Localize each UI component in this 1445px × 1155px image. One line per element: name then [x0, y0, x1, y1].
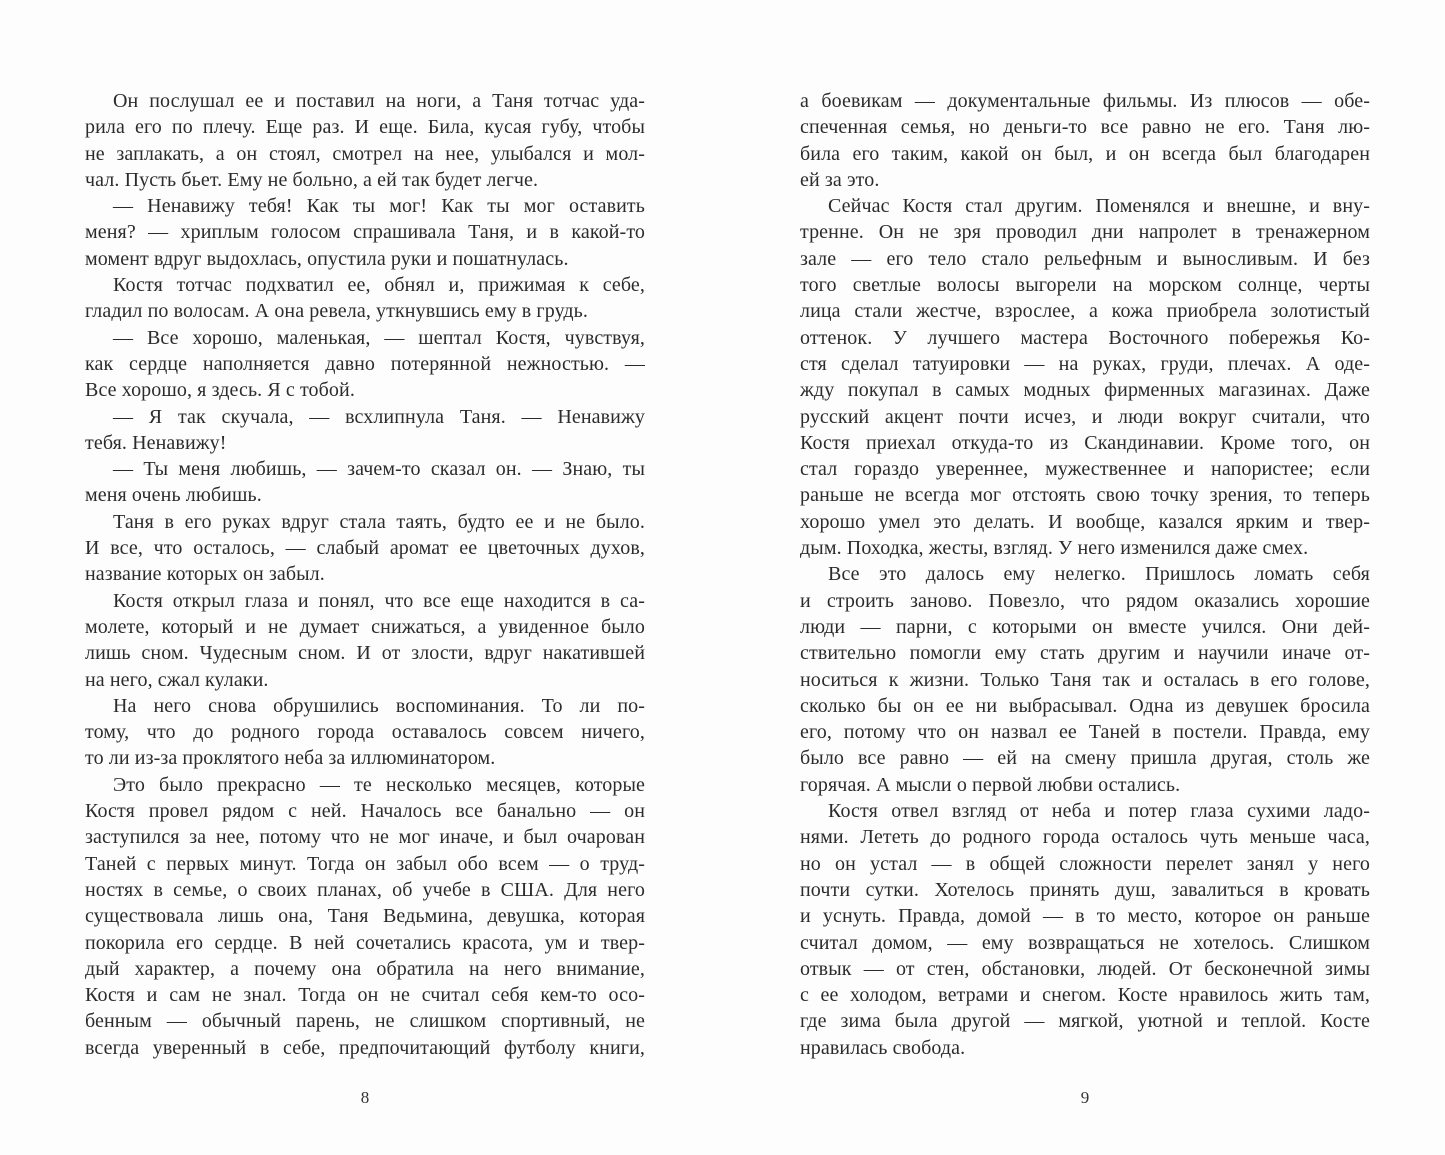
paragraph [85, 88, 645, 193]
text-line: где зима была другой — мягкой, уютной и теплой. Косте [800, 1010, 1370, 1033]
text-line: стал гораздо увереннее, мужественнее и напористее; если [800, 458, 1370, 481]
paragraph [85, 272, 645, 325]
text-line: считал домом, — ему возвращаться не хотелось. Слишком [800, 931, 1370, 954]
text-line: чал. Пусть бьет. Ему не больно, а ей так будет легче. [85, 168, 539, 191]
text-line: Все хорошо, я здесь. Я с тобой. [85, 379, 355, 402]
paragraph [800, 193, 1370, 561]
text-line: люди — парни, с которыми он вместе учился. Они дей- [800, 615, 1370, 638]
text-line: Костя тотчас подхватил ее, обнял и, прижимая к себе, [113, 274, 645, 297]
paragraph [85, 193, 645, 272]
text-line: отвык — от стен, обстановки, людей. От бесконечной зимы [800, 957, 1370, 980]
paragraph [800, 88, 1370, 193]
text-line: момент вдруг выдохлась, опустила руки и пошатнулась. [85, 247, 569, 270]
text-line: то ли из-за проклятого неба за иллюминатором. [85, 747, 496, 770]
paragraph [85, 404, 645, 457]
paragraph [800, 798, 1370, 1061]
text-line: рила его по плечу. Еще раз. И еще. Била, кусая губу, чтобы [85, 116, 645, 139]
text-line: тренне. Он не зря проводил дни напролет в тренажерном [800, 221, 1370, 244]
text-line: ей за это. [800, 168, 880, 191]
text-line: Сейчас Костя стал другим. Поменялся и внешне, и вну- [828, 195, 1370, 218]
text-line: Все это далось ему нелегко. Пришлось ломать себя [828, 563, 1370, 586]
text-line: оттенок. У лучшего мастера Восточного побережья Ко- [800, 326, 1370, 349]
text-line: — Ненавижу тебя! Как ты мог! Как ты мог оставить [113, 195, 645, 218]
text-line: существовала лишь она, Таня Ведьмина, девушка, которая [85, 905, 645, 928]
text-line: но он устал — в общей сложности перелет занял у него [800, 852, 1370, 875]
text-line: русский акцент почти исчез, и люди вокруг считали, что [800, 405, 1370, 428]
text-line: раньше не всегда мог отстоять свою точку зрения, то теперь [800, 484, 1370, 507]
text-line: спеченная семья, но деньги-то все равно не его. Таня лю- [800, 116, 1370, 139]
text-line: почти сутки. Хотелось принять душ, завалиться в кровать [800, 878, 1370, 901]
paragraph [85, 588, 645, 693]
text-line: — Я так скучала, — всхлипнула Таня. — Ненавижу [113, 405, 645, 428]
text-line: того светлые волосы выгорели на морском солнце, черты [800, 274, 1370, 297]
text-line: стя сделал татуировки — на руках, груди, плечах. А оде- [800, 352, 1370, 375]
text-line: покорила его сердце. В ней сочетались красота, ум и твер- [85, 931, 645, 954]
text-line: Таня в его руках вдруг стала таять, будто ее и не было. [113, 510, 645, 533]
text-line: И все, что осталось, — слабый аромат ее цветочных духов, [85, 537, 645, 560]
text-line: — Ты меня любишь, — зачем-то сказал он. — Знаю, ты [113, 458, 645, 481]
text-line: Таней с первых минут. Тогда он забыл обо всем — о труд- [85, 852, 645, 875]
text-line: На него снова обрушились воспоминания. То ли по- [113, 694, 645, 717]
text-line: Он послушал ее и поставил на ноги, а Таня тотчас уда- [113, 90, 645, 112]
paragraph [85, 693, 645, 772]
text-line: как сердце наполняется давно потерянной нежностью. — [85, 352, 645, 375]
text-line: Это было прекрасно — те несколько месяцев, которые [113, 773, 645, 796]
text-line: было все равно — ей на смену пришла другая, столь же [800, 747, 1370, 770]
text-line: а боевикам — документальные фильмы. Из плюсов — обе- [800, 90, 1370, 112]
text-line: носиться к жизни. Только Таня так и осталась в его голове, [800, 668, 1370, 691]
text-line: и уснуть. Правда, домой — в то место, которое он раньше [800, 905, 1370, 928]
paragraph [800, 561, 1370, 798]
text-line: меня? — хриплым голосом спрашивала Таня, и в какой-то [85, 221, 645, 244]
text-line: хорошо умел это делать. И вообще, казался ярким и твер- [800, 510, 1370, 533]
paragraph [85, 325, 645, 404]
page-number-left: 8 [360, 1088, 370, 1107]
text-line: Костя приехал откуда-то из Скандинавии. Кроме того, он [800, 431, 1370, 454]
page-number-right: 9 [1080, 1088, 1090, 1107]
text-line: меня очень любишь. [85, 484, 262, 507]
text-line: лица стали жестче, взрослее, а кожа приобрела золотистый [800, 300, 1370, 323]
text-line: Костя открыл глаза и понял, что все еще находится в са- [113, 589, 645, 612]
paragraph [85, 509, 645, 588]
text-line: на него, сжал кулаки. [85, 668, 269, 691]
text-line: Костя отвел взгляд от неба и потер глаза сухими ладо- [828, 800, 1370, 823]
text-line: бенным — обычный парень, не слишком спортивный, не [85, 1010, 645, 1033]
text-line: молете, который и не думает снижаться, а увиденное было [85, 615, 645, 638]
text-line: ствительно помогли ему стать другим и научили иначе от- [800, 642, 1370, 665]
text-line: сколько бы он ее ни выбрасывал. Одна из девушек бросила [800, 694, 1370, 717]
text-line: дый характер, а почему она обратила на него внимание, [85, 957, 645, 980]
paragraph [85, 772, 645, 1061]
text-line: гладил по волосам. А она ревела, уткнувшись ему в грудь. [85, 300, 589, 323]
text-line: всегда уверенный в себе, предпочитающий футболу книги, [85, 1036, 645, 1059]
text-line: била его таким, какой он был, и он всегда был благодарен [800, 142, 1370, 165]
text-line: горячая. А мысли о первой любви остались. [800, 773, 1181, 796]
page-right-text [800, 88, 1370, 1061]
text-line: Костя и сам не знал. Тогда он не считал себя кем-то осо- [85, 984, 645, 1007]
paragraph [85, 456, 645, 509]
text-line: не заплакать, а он стоял, смотрел на нее, улыбался и мол- [85, 142, 645, 165]
text-line: с ее холодом, ветрами и снегом. Косте нравилось жить там, [800, 984, 1370, 1007]
text-line: его, потому что он назвал ее Таней в постели. Правда, ему [800, 721, 1370, 744]
text-line: дым. Походка, жесты, взгляд. У него изменился даже смех. [800, 537, 1309, 560]
text-line: нравилась свобода. [800, 1036, 966, 1059]
text-line: название которых он забыл. [85, 563, 325, 586]
text-line: тому, что до родного города оставалось совсем ничего, [85, 721, 645, 744]
text-line: Костя провел рядом с ней. Началось все банально — он [85, 800, 645, 823]
text-line: лишь сном. Чудесным сном. И от злости, вдруг накатившей [85, 642, 645, 665]
text-line: — Все хорошо, маленькая, — шептал Костя, чувствуя, [113, 326, 645, 349]
text-line: и строить заново. Повезло, что рядом оказались хорошие [800, 589, 1370, 612]
text-line: ностях в семье, о своих планах, об учебе в США. Для него [85, 878, 645, 901]
text-line: заступился за нее, потому что не мог иначе, и был очарован [85, 826, 645, 849]
page-left-text [85, 88, 645, 1061]
text-line: жду покупал в самых модных фирменных магазинах. Даже [800, 379, 1370, 402]
text-line: тебя. Ненавижу! [85, 431, 227, 454]
text-line: нями. Лететь до родного города осталось чуть меньше часа, [800, 826, 1370, 849]
text-line: зале — его тело стало рельефным и выносливым. И без [800, 247, 1370, 270]
